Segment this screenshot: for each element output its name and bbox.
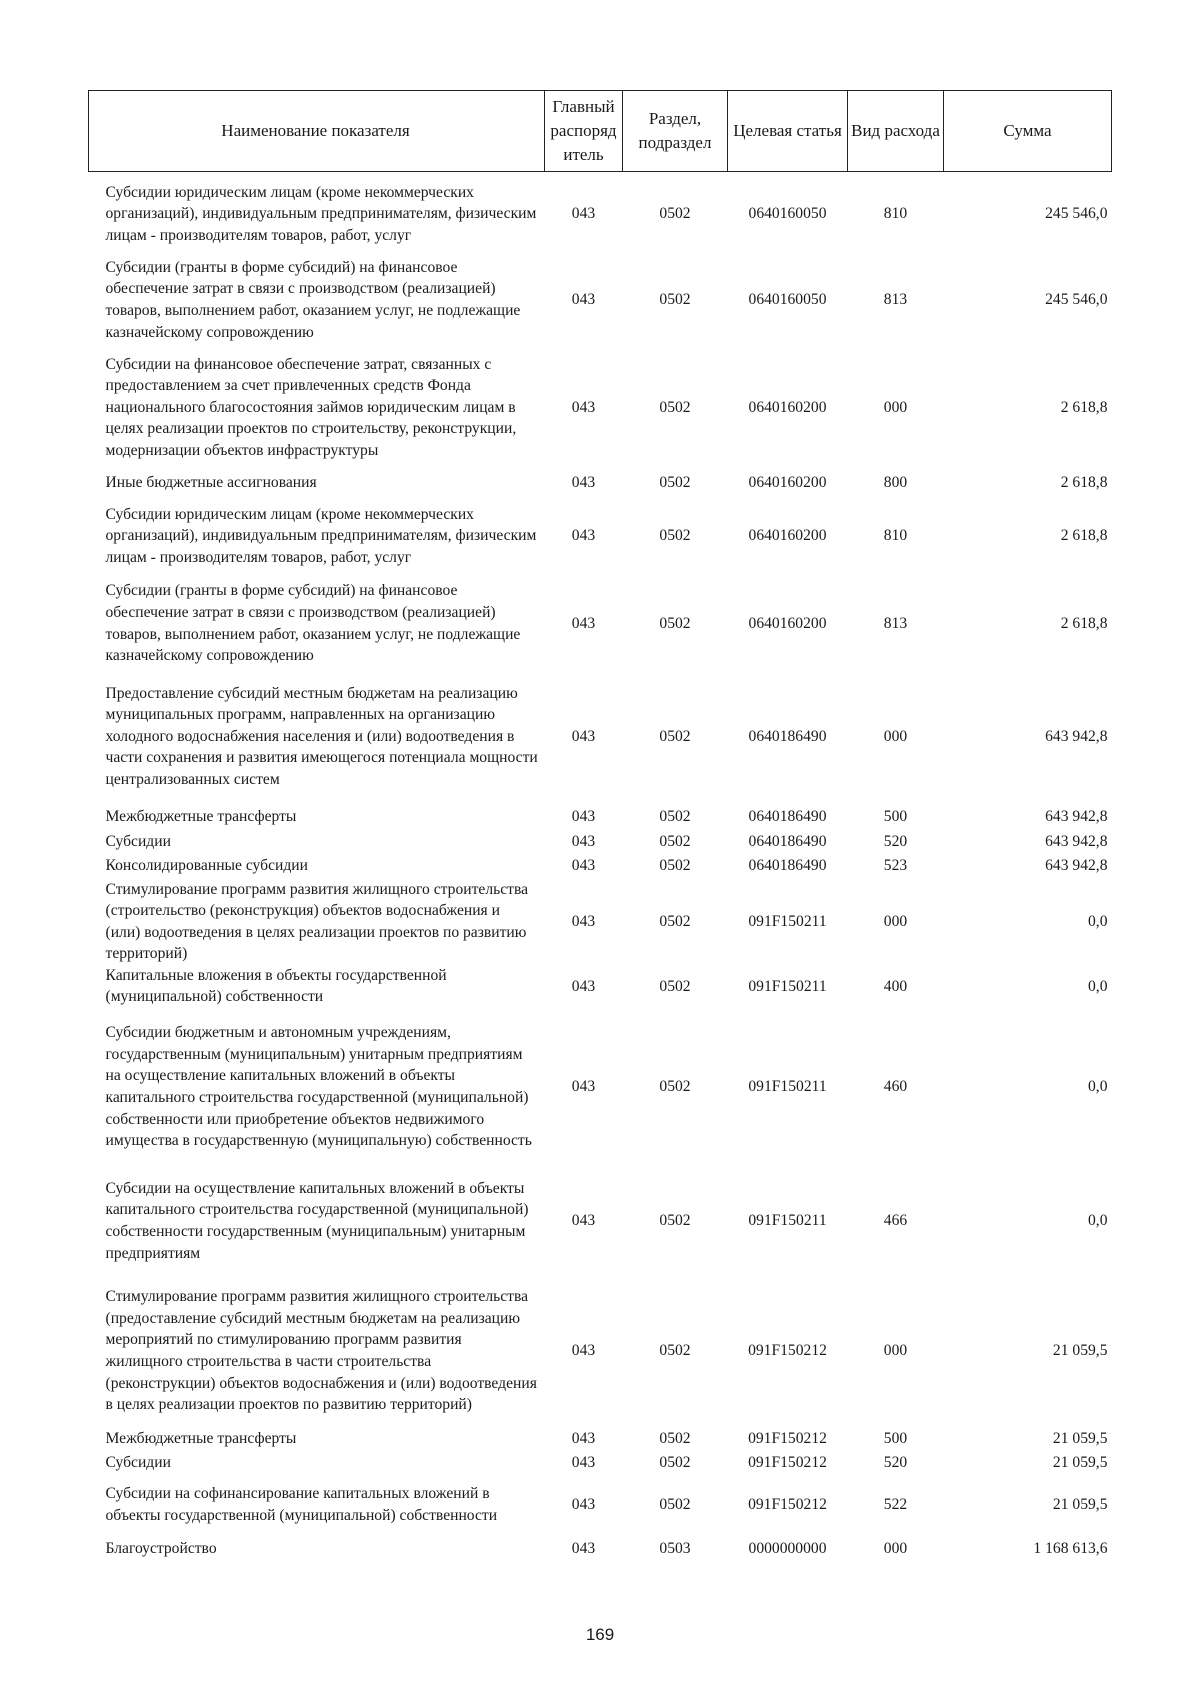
table-row: [89, 1008, 1112, 1166]
row-main-manager: 043: [571, 808, 596, 826]
row-amount: 245 546,0: [1045, 205, 1108, 223]
row-section: 0502: [659, 614, 691, 632]
table-row: [89, 1166, 1112, 1276]
header-target-article: Целевая статья: [728, 91, 848, 172]
row-main-manager: 043: [571, 832, 596, 850]
row-name: Стимулирование программ развития жилищного строительства (предоставление субсидий местным бюджетам на реализацию мероприятий по стимулированию программ развития жилищного строительства в части строительства (реконструкции) объектов водоснабжения и (или) водоотведения в целях реализации проектов по развитию территорий): [105, 1288, 537, 1414]
row-amount: 1 168 613,6: [1033, 1540, 1108, 1558]
table-row: [89, 669, 1112, 805]
row-section: 0502: [659, 205, 691, 223]
row-main-manager: 043: [571, 527, 596, 545]
table-row: [89, 965, 1112, 1008]
row-amount: 21 059,5: [1052, 1454, 1108, 1472]
row-amount: 643 942,8: [1045, 832, 1108, 850]
row-name: Субсидии на софинансирование капитальных вложений в объекты государственной (муниципальной) собственности: [105, 1485, 498, 1525]
row-main-manager: 043: [571, 1342, 596, 1360]
row-target-article: 091F150212: [748, 1429, 827, 1447]
row-main-manager: 043: [571, 614, 596, 632]
table-header: [89, 91, 1112, 172]
row-target-article: 091F150211: [748, 912, 827, 930]
row-main-manager: 043: [571, 1540, 596, 1558]
row-target-article: 0640160200: [748, 527, 827, 545]
row-target-article: 0000000000: [748, 1540, 827, 1558]
row-section: 0502: [659, 1429, 691, 1447]
row-expense-type: 522: [883, 1496, 908, 1514]
row-name: Субсидии: [105, 1454, 171, 1472]
row-main-manager: 043: [571, 912, 596, 930]
row-name: Иные бюджетные ассигнования: [105, 473, 317, 491]
row-amount: 0,0: [1088, 1078, 1108, 1096]
row-section: 0502: [659, 808, 691, 826]
row-name: Капитальные вложения в объекты государственной (муниципальной) собственности: [105, 966, 447, 1006]
row-main-manager: 043: [571, 857, 596, 875]
header-expense-type: Вид расхода: [848, 91, 944, 172]
row-section: 0502: [659, 1454, 691, 1472]
row-main-manager: 043: [571, 727, 596, 745]
row-target-article: 0640160200: [748, 398, 827, 416]
row-amount: 643 942,8: [1045, 808, 1108, 826]
row-target-article: 0640160050: [748, 291, 827, 309]
row-name: Межбюджетные трансферты: [105, 1429, 297, 1447]
row-target-article: 0640160200: [748, 473, 827, 491]
row-section: 0502: [659, 832, 691, 850]
row-name: Межбюджетные трансферты: [105, 808, 297, 826]
row-amount: 0,0: [1088, 912, 1108, 930]
row-expense-type: 520: [883, 1454, 908, 1472]
row-amount: 245 546,0: [1045, 291, 1108, 309]
row-name: Субсидии юридическим лицам (кроме некоммерческих организаций), индивидуальным предпринимателям, физическим лицам - производителям товаров, работ, услуг: [105, 183, 537, 245]
row-amount: 21 059,5: [1052, 1496, 1108, 1514]
row-target-article: 091F150212: [748, 1342, 827, 1360]
row-name: Субсидии юридическим лицам (кроме некоммерческих организаций), индивидуальным предпринимателям, физическим лицам - производителям товаров, работ, услуг: [105, 505, 537, 566]
header-section: Раздел, подраздел: [623, 91, 728, 172]
table-row: [89, 854, 1112, 879]
row-name: Субсидии на финансовое обеспечение затрат, связанных с предоставлением за счет привлеченных средств Фонда национального благосостояния займов юридическим лицам в целях реализации проектов по строительству, реконструкции, модернизации объектов инфраструктуры: [105, 355, 517, 459]
row-name: Субсидии (гранты в форме субсидий) на финансовое обеспечение затрат в связи с производством (реализацией) товаров, выполнением работ, оказанием услуг, не подлежащие казначейскому сопровождению: [105, 582, 521, 665]
row-amount: 643 942,8: [1045, 727, 1108, 745]
row-target-article: 091F150212: [748, 1496, 827, 1514]
row-amount: 21 059,5: [1052, 1429, 1108, 1447]
row-expense-type: 813: [883, 614, 908, 632]
table-row: [89, 579, 1112, 669]
row-main-manager: 043: [571, 1212, 596, 1230]
row-expense-type: 813: [883, 291, 908, 309]
page-number: 169: [585, 1625, 615, 1644]
row-name: Субсидии на осуществление капитальных вложений в объекты капитального строительства государственной (муниципальной) собственности государственным (муниципальным) унитарным предприятиям: [105, 1179, 529, 1262]
table-row: [89, 1451, 1112, 1475]
row-target-article: 091F150212: [748, 1454, 827, 1472]
table-row: [89, 830, 1112, 854]
row-main-manager: 043: [571, 473, 596, 491]
row-expense-type: 000: [883, 398, 908, 416]
row-main-manager: 043: [571, 1429, 596, 1447]
row-name: Субсидии: [105, 832, 171, 850]
row-expense-type: 460: [883, 1078, 908, 1096]
row-target-article: 0640186490: [748, 808, 827, 826]
row-target-article: 0640186490: [748, 832, 827, 850]
row-expense-type: 810: [883, 527, 908, 545]
header-main-manager: Главный распоряд итель: [545, 91, 623, 172]
row-target-article: 0640186490: [748, 857, 827, 875]
row-section: 0502: [659, 912, 691, 930]
row-main-manager: 043: [571, 1496, 596, 1514]
row-amount: 2 618,8: [1060, 473, 1108, 491]
row-target-article: 0640160200: [748, 614, 827, 632]
table-row: [89, 879, 1112, 965]
row-amount: 643 942,8: [1045, 857, 1108, 875]
row-name: Благоустройство: [105, 1540, 217, 1558]
row-amount: 0,0: [1088, 977, 1108, 995]
row-expense-type: 800: [883, 473, 908, 491]
row-name: Стимулирование программ развития жилищного строительства (строительство (реконструкция) объектов водоснабжения и (или) водоотведения в целях реализации проектов по развитию территорий): [105, 880, 529, 963]
table-body: [89, 172, 1112, 1564]
row-section: 0502: [659, 527, 691, 545]
header-name: Наименование показателя: [89, 91, 545, 172]
table-row: [89, 172, 1112, 257]
table-row: [89, 1535, 1112, 1563]
row-name: Консолидированные субсидии: [105, 857, 308, 875]
row-section: 0502: [659, 857, 691, 875]
row-expense-type: 466: [883, 1212, 908, 1230]
row-name: Предоставление субсидий местным бюджетам на реализацию муниципальных программ, направленных на организацию холодного водоснабжения населения и (или) водоотведения в части сохранения и развития имеющегося потенциала мощности централизованных систем: [105, 684, 538, 788]
row-section: 0502: [659, 291, 691, 309]
table-row: [89, 1475, 1112, 1535]
row-main-manager: 043: [571, 1454, 596, 1472]
row-main-manager: 043: [571, 977, 596, 995]
table-row: [89, 344, 1112, 472]
row-expense-type: 000: [883, 912, 908, 930]
table-row: [89, 1276, 1112, 1426]
row-section: 0502: [659, 727, 691, 745]
row-expense-type: 500: [883, 1429, 908, 1447]
row-expense-type: 523: [883, 857, 908, 875]
row-name: Субсидии (гранты в форме субсидий) на финансовое обеспечение затрат в связи с производством (реализацией) товаров, выполнением работ, оказанием услуг, не подлежащие казначейскому сопровождению: [105, 258, 521, 341]
row-expense-type: 500: [883, 808, 908, 826]
row-section: 0502: [659, 977, 691, 995]
row-section: 0502: [659, 398, 691, 416]
budget-table: [88, 90, 1112, 1563]
row-expense-type: 400: [883, 977, 908, 995]
row-section: 0502: [659, 1212, 691, 1230]
header-amount: Сумма: [944, 91, 1112, 172]
row-target-article: 091F150211: [748, 1212, 827, 1230]
table-row: [89, 805, 1112, 830]
row-target-article: 0640160050: [748, 205, 827, 223]
row-main-manager: 043: [571, 205, 596, 223]
row-section: 0503: [659, 1540, 691, 1558]
table-row: [89, 494, 1112, 579]
row-target-article: 091F150211: [748, 977, 827, 995]
row-expense-type: 000: [883, 1342, 908, 1360]
table-row: [89, 257, 1112, 344]
row-amount: 2 618,8: [1060, 398, 1108, 416]
row-expense-type: 810: [883, 205, 908, 223]
row-expense-type: 520: [883, 832, 908, 850]
row-section: 0502: [659, 1496, 691, 1514]
row-name: Субсидии бюджетным и автономным учреждениям, государственным (муниципальным) унитарным предприятиям на осуществление капитальных вложений в объекты капитального строительства государственной (муниципальной) собственности или приобретение объектов недвижимого имущества в государственную (муниципальную) собственность: [105, 1024, 532, 1150]
row-amount: 0,0: [1088, 1212, 1108, 1230]
row-main-manager: 043: [571, 398, 596, 416]
table-row: [89, 472, 1112, 494]
row-amount: 2 618,8: [1060, 614, 1108, 632]
row-amount: 2 618,8: [1060, 527, 1108, 545]
row-amount: 21 059,5: [1052, 1342, 1108, 1360]
row-section: 0502: [659, 1078, 691, 1096]
row-expense-type: 000: [883, 727, 908, 745]
row-section: 0502: [659, 1342, 691, 1360]
row-target-article: 0640186490: [748, 727, 827, 745]
row-expense-type: 000: [883, 1540, 908, 1558]
table-row: [89, 1426, 1112, 1451]
row-main-manager: 043: [571, 291, 596, 309]
row-target-article: 091F150211: [748, 1078, 827, 1096]
row-section: 0502: [659, 473, 691, 491]
row-main-manager: 043: [571, 1078, 596, 1096]
